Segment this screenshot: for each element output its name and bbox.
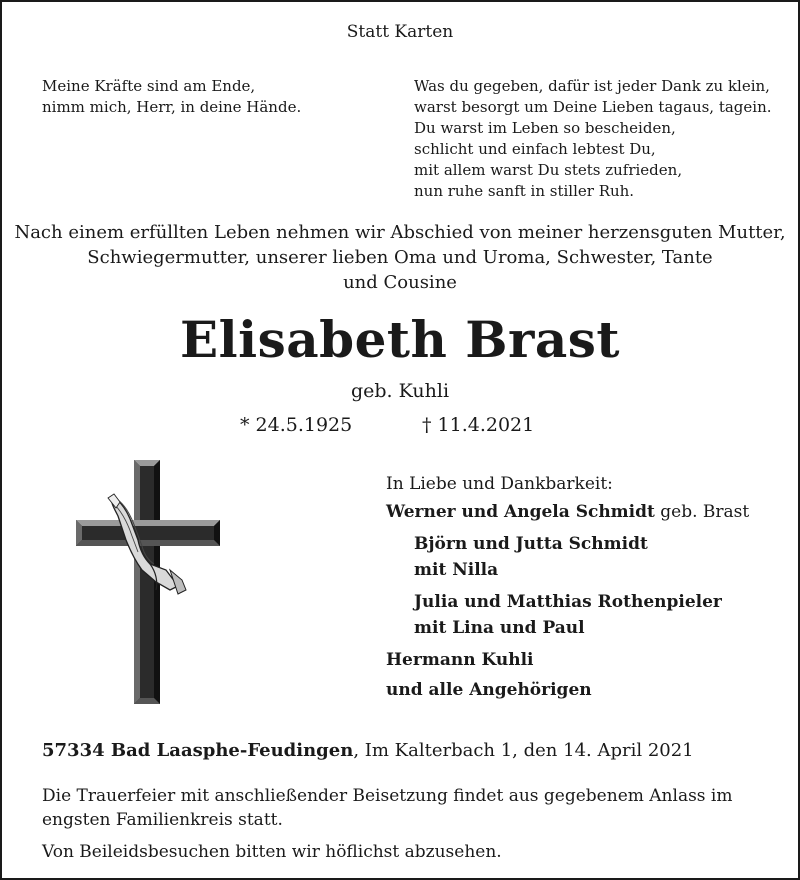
address-and-date: , Im Kalterbach 1, den 14. April 2021 xyxy=(353,740,694,761)
farewell-intro xyxy=(10,220,790,295)
verse-line: Was du gegeben, dafür ist jeder Dank zu klein, xyxy=(414,77,770,95)
mourner-line: Julia und Matthias Rothenpieler xyxy=(414,592,722,612)
note-line: Die Trauerfeier mit anschließender Beisetzung findet aus gegebenem Anlass im xyxy=(42,786,733,806)
maiden-name: geb. Kuhli xyxy=(350,380,450,402)
mourner-line: mit Nilla xyxy=(414,560,499,580)
mourner-line: und alle Angehörigen xyxy=(386,680,592,700)
mourner-names: Werner und Angela Schmidt xyxy=(386,502,655,522)
death-date: † 11.4.2021 xyxy=(422,414,535,436)
statt-karten-header: Statt Karten xyxy=(346,22,454,42)
intro-line: Schwiegermutter, unserer lieben Oma und Uroma, Schwester, Tante xyxy=(87,247,713,268)
city-name: 57334 Bad Laasphe-Feudingen xyxy=(42,740,354,761)
verse-line: Du warst im Leben so bescheiden, xyxy=(414,119,676,137)
cross-with-praying-hands-icon xyxy=(74,458,222,708)
place-and-date xyxy=(42,740,694,761)
mourner-line xyxy=(386,500,749,524)
condolence-note: Von Beileidsbesuchen bitten wir höflichst abzusehen. xyxy=(42,842,502,862)
verse-left xyxy=(42,76,382,118)
intro-line: und Cousine xyxy=(343,272,457,293)
mourner-line: Björn und Jutta Schmidt xyxy=(414,534,648,554)
verse-line: warst besorgt um Deine Lieben tagaus, tagein. xyxy=(414,98,772,116)
verse-line: schlicht und einfach lebtest Du, xyxy=(414,140,656,158)
verse-line: Meine Kräfte sind am Ende, xyxy=(42,77,256,95)
mourner-line: Hermann Kuhli xyxy=(386,650,534,670)
birth-date: * 24.5.1925 xyxy=(240,414,353,436)
verse-line: mit allem warst Du stets zufrieden, xyxy=(414,161,683,179)
deceased-name: Elisabeth Brast xyxy=(179,310,621,369)
note-line: engsten Familienkreis statt. xyxy=(42,810,283,830)
funeral-note xyxy=(42,784,732,832)
mourner-birth-name: geb. Brast xyxy=(654,502,750,522)
intro-line: Nach einem erfüllten Leben nehmen wir Abschied von meiner herzensguten Mutter, xyxy=(14,222,786,243)
mourners-intro: In Liebe und Dankbarkeit: xyxy=(386,474,613,494)
verse-right xyxy=(414,76,794,202)
verse-line: nimm mich, Herr, in deine Hände. xyxy=(42,98,302,116)
mourner-line: mit Lina und Paul xyxy=(414,618,585,638)
verse-line: nun ruhe sanft in stiller Ruh. xyxy=(414,182,635,200)
